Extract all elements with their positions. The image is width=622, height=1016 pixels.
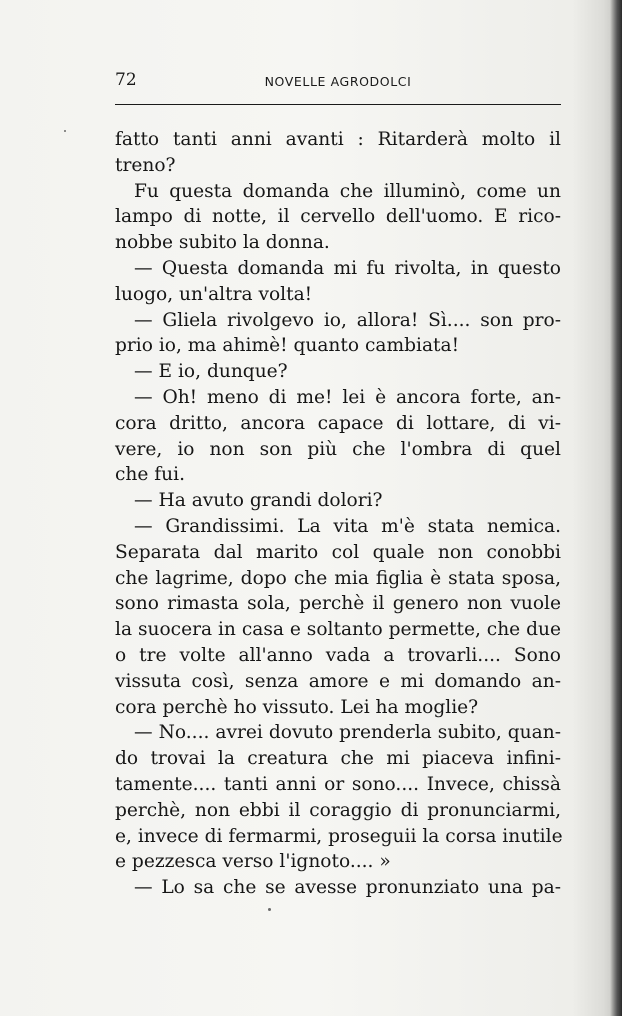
text-line: e pezzesca verso l'ignoto.... »	[115, 851, 391, 873]
paper-speck	[268, 908, 271, 911]
text-line: o tre volte all'anno vada a trovarli.... Sono	[115, 644, 561, 666]
text-line: — No.... avrei dovuto prenderla subito, quan-	[134, 722, 561, 744]
text-line: Fu questa domanda che illuminò, come un	[134, 180, 561, 202]
text-line: — Grandissimi. La vita m'è stata nemica.	[134, 515, 561, 537]
text-line: fatto tanti anni avanti : Ritarderà molto il	[115, 129, 561, 150]
text-line: — E io, dunque?	[134, 361, 288, 383]
text-line: cora dritto, ancora capace di lottare, di vi-	[115, 412, 561, 434]
text-line: cora perchè ho vissuto. Lei ha moglie?	[115, 696, 479, 718]
page-header	[115, 70, 561, 94]
text-line: — Lo sa che se avesse pronunziato una pa-	[134, 877, 561, 899]
text-line: nobbe subito la donna.	[115, 232, 330, 254]
body-text	[115, 127, 561, 901]
text-line: lampo di notte, il cervello dell'uomo. E rico-	[115, 206, 561, 228]
text-line: e, invece di fermarmi, proseguii la corsa inutile	[115, 825, 563, 847]
text-line: — Questa domanda mi fu rivolta, in questo	[134, 257, 561, 279]
page-edge-shadow	[610, 0, 622, 1016]
text-line: — Oh! meno di me! lei è ancora forte, an-	[134, 386, 561, 408]
text-line: vissuta così, senza amore e mi domando an-	[115, 670, 561, 692]
text-line: — Ha avuto grandi dolori?	[134, 490, 383, 512]
running-title: NOVELLE AGRODOLCI	[264, 74, 412, 89]
paper-speck	[64, 130, 66, 132]
text-line: perchè, non ebbi il coraggio di pronunciarmi,	[115, 799, 561, 821]
text-line: che lagrime, dopo che mia figlia è stata sposa,	[115, 567, 561, 589]
text-line: vere, io non son più che l'ombra di quel	[115, 438, 561, 460]
text-line: che fui.	[115, 464, 186, 486]
header-rule	[115, 104, 561, 105]
text-line: tamente.... tanti anni or sono.... Invece, chissà	[115, 773, 561, 795]
text-line: la suocera in casa e soltanto permette, che due	[115, 619, 561, 641]
text-line: do trovai la creatura che mi piaceva infini-	[115, 748, 561, 770]
text-line: — Gliela rivolgevo io, allora! Sì.... son pro-	[134, 309, 561, 331]
text-line: Separata dal marito col quale non conobbi	[115, 541, 561, 563]
text-line: treno?	[115, 154, 176, 176]
text-line: sono rimasta sola, perchè il genero non vuole	[115, 593, 561, 615]
page-number: 72	[115, 70, 137, 90]
text-line: prio io, ma ahimè! quanto cambiata!	[115, 335, 460, 357]
text-line: luogo, un'altra volta!	[115, 283, 313, 305]
